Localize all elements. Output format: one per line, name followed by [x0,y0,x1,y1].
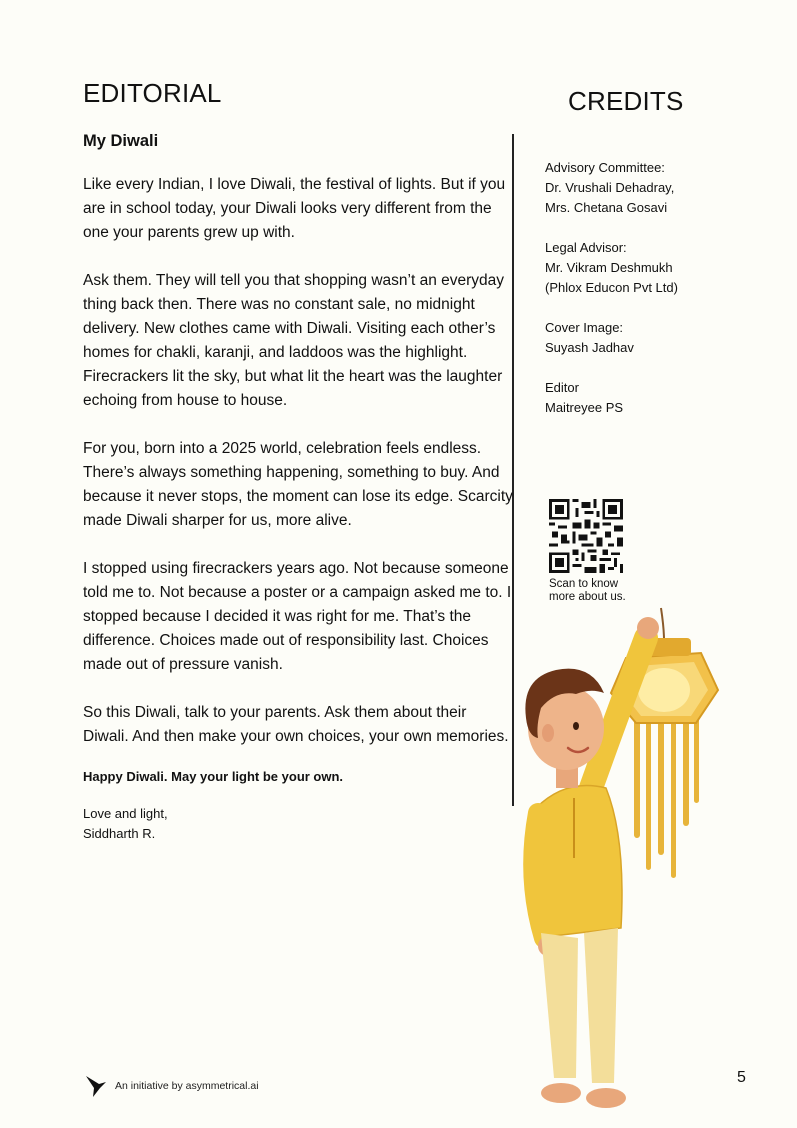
editorial-article [83,132,515,844]
page-number: 5 [737,1069,746,1086]
closing-line: Happy Diwali. May your light be your own. [83,769,344,784]
footer-initiative-text: An initiative by asymmetrical.ai [115,1080,259,1092]
qr-caption: Scan to know more about us. [549,578,626,603]
boy-with-lantern-illustration [496,598,736,1128]
article-paragraph-5: So this Diwali, talk to your parents. Ask them about their Diwali. And then make your own choices, your own memories. [83,704,509,745]
credit-label: Legal Advisor: [545,240,627,255]
bird-logo-icon [85,1074,107,1098]
credit-editor [545,378,755,418]
editorial-heading: EDITORIAL [83,78,222,108]
credit-name: Mr. Vikram Deshmukh [545,260,673,275]
article-paragraph-3: For you, born into a 2025 world, celebration feels endless. There’s always something happening, something to buy. And because it never stops, the moment can lose its edge. Scarcity made Diwali sharper for us, more alive. [83,440,513,529]
footer [85,1074,259,1098]
credit-name: Suyash Jadhav [545,340,634,355]
credits-heading: CREDITS [568,86,684,116]
credits-list [545,158,755,438]
credit-label: Editor [545,380,579,395]
qr-code[interactable] [549,499,623,573]
credit-name: Maitreyee PS [545,400,624,415]
signoff: Love and light, [83,806,168,821]
credit-legal [545,238,755,298]
article-title: My Diwali [83,132,159,150]
credit-advisory [545,158,755,218]
credit-label: Advisory Committee: [545,160,665,175]
credit-cover [545,318,755,358]
author-name: Siddharth R. [83,826,156,841]
article-paragraph-2: Ask them. They will tell you that shopping wasn’t an everyday thing back then. There was no constant sale, no midnight delivery. New clothes came with Diwali. Visiting each other’s homes for chakli, karanji, and laddoos was the highlight. Firecrackers lit the sky, but what lit the heart was the laughter echoing from house to house. [83,272,505,409]
credit-name: Mrs. Chetana Gosavi [545,200,668,215]
credit-name: (Phlox Educon Pvt Ltd) [545,280,678,295]
article-paragraph-4: I stopped using firecrackers years ago. Not because someone told me to. Not because a poster or a campaign asked me to. I stopped because I decided it was right for me. That’s the difference. Choices made out of responsibility last. Choices made out of pressure vanish. [83,560,512,673]
article-paragraph-1: Like every Indian, I love Diwali, the festival of lights. But if you are in school today, your Diwali looks very different from the one your parents grew up with. [83,176,506,241]
credit-name: Dr. Vrushali Dehadray, [545,180,675,195]
credit-label: Cover Image: [545,320,624,335]
